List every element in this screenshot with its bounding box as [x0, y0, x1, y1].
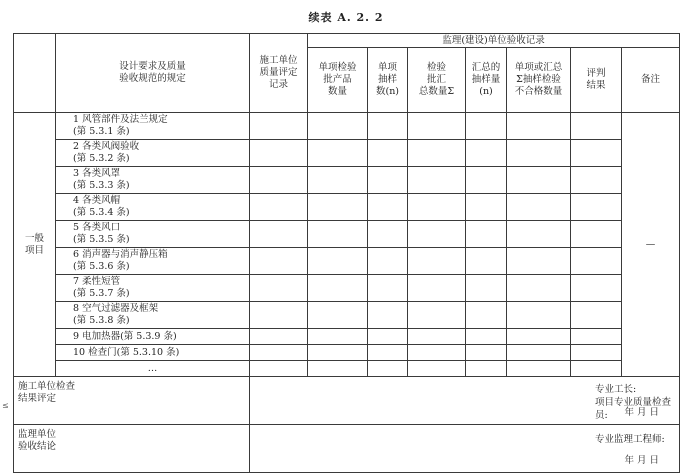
- record-cell[interactable]: [368, 194, 408, 221]
- record-cell[interactable]: [368, 302, 408, 329]
- section-label-general-items: 一般 项目: [14, 113, 56, 377]
- item-requirement: [56, 345, 250, 361]
- item-title: 2 各类风阀验收: [73, 141, 140, 152]
- table-row: [14, 113, 680, 140]
- record-cell[interactable]: [308, 167, 368, 194]
- record-cell[interactable]: [571, 221, 622, 248]
- record-cell[interactable]: [466, 329, 507, 345]
- item-title: 6 消声器与消声静压箱: [73, 249, 168, 260]
- record-cell[interactable]: [571, 275, 622, 302]
- record-cell[interactable]: [408, 167, 466, 194]
- table-row: [14, 345, 680, 361]
- record-cell[interactable]: [507, 113, 571, 140]
- record-cell[interactable]: [466, 140, 507, 167]
- table-row: [14, 167, 680, 194]
- item-clause: (第 5.3.5 条): [73, 234, 130, 245]
- record-cell[interactable]: [571, 194, 622, 221]
- record-cell[interactable]: [408, 345, 466, 361]
- item-requirement: [56, 275, 250, 302]
- record-cell[interactable]: [308, 345, 368, 361]
- item-title: 1 风管部件及法兰规定: [73, 114, 168, 125]
- record-cell[interactable]: [571, 361, 622, 377]
- foreman-signature-label: 专业工长:: [595, 384, 637, 395]
- item-title: 8 空气过滤器及框架: [73, 303, 159, 314]
- record-cell[interactable]: [250, 361, 308, 377]
- record-cell[interactable]: [368, 275, 408, 302]
- record-cell[interactable]: [507, 302, 571, 329]
- record-cell[interactable]: [466, 302, 507, 329]
- item-requirement: [56, 361, 250, 377]
- contractor-eval-label: 施工单位检查 结果评定: [14, 377, 250, 425]
- record-cell[interactable]: [571, 329, 622, 345]
- table-row: [14, 221, 680, 248]
- header-supervision-group: 监理(建设)单位验收记录: [308, 34, 680, 48]
- record-cell[interactable]: [408, 194, 466, 221]
- record-cell[interactable]: [308, 361, 368, 377]
- remarks-cell: —: [622, 113, 680, 377]
- record-cell[interactable]: [571, 302, 622, 329]
- record-cell[interactable]: [408, 361, 466, 377]
- record-cell[interactable]: [408, 140, 466, 167]
- record-cell[interactable]: [368, 329, 408, 345]
- item-clause: (第 5.3.6 条): [73, 261, 130, 272]
- record-cell[interactable]: [507, 194, 571, 221]
- header-judgement: 评判 结果: [571, 48, 622, 113]
- record-cell[interactable]: [466, 167, 507, 194]
- record-cell[interactable]: [368, 167, 408, 194]
- table-row: [14, 140, 680, 167]
- header-remarks: 备注: [622, 48, 680, 113]
- item-title: 4 各类风帽: [73, 195, 121, 206]
- record-cell[interactable]: [250, 275, 308, 302]
- item-clause: (第 5.3.7 条): [73, 288, 130, 299]
- item-requirement: [56, 329, 250, 345]
- contractor-eval-box: [250, 377, 680, 425]
- edge-mark: ≤: [2, 401, 9, 410]
- record-cell[interactable]: [466, 361, 507, 377]
- supervision-date: 年 月 日: [624, 455, 660, 466]
- header-single-sample-n: 单项 抽样 数(n): [368, 48, 408, 113]
- item-clause: (第 5.3.2 条): [73, 153, 130, 164]
- record-cell[interactable]: [368, 248, 408, 275]
- record-cell[interactable]: [308, 113, 368, 140]
- item-title: 3 各类风罩: [73, 168, 121, 179]
- record-cell[interactable]: [408, 302, 466, 329]
- record-cell[interactable]: [308, 248, 368, 275]
- record-cell[interactable]: [507, 221, 571, 248]
- record-cell[interactable]: [571, 113, 622, 140]
- record-cell[interactable]: [250, 194, 308, 221]
- item-requirement: [56, 113, 250, 140]
- header-batch-total: 检验 批汇 总数量Σ: [408, 48, 466, 113]
- record-cell[interactable]: [507, 345, 571, 361]
- record-cell[interactable]: [308, 275, 368, 302]
- record-cell[interactable]: [368, 345, 408, 361]
- item-title: …: [147, 362, 158, 374]
- item-clause: (第 5.3.1 条): [73, 126, 130, 137]
- table-row: [14, 275, 680, 302]
- header-unqualified: 单项或汇总 Σ抽样检验 不合格数量: [507, 48, 571, 113]
- record-cell[interactable]: [571, 140, 622, 167]
- record-cell[interactable]: [250, 302, 308, 329]
- item-title: 9 电加热器(第 5.3.9 条): [73, 330, 177, 342]
- record-cell[interactable]: [308, 140, 368, 167]
- supervisor-signature-label: 专业监理工程师:: [595, 434, 665, 445]
- record-cell[interactable]: [250, 329, 308, 345]
- record-cell[interactable]: [368, 221, 408, 248]
- record-cell[interactable]: [308, 194, 368, 221]
- record-cell[interactable]: [507, 329, 571, 345]
- item-requirement: [56, 194, 250, 221]
- record-cell[interactable]: [368, 140, 408, 167]
- record-cell[interactable]: [507, 361, 571, 377]
- record-cell[interactable]: [466, 345, 507, 361]
- record-cell[interactable]: [308, 329, 368, 345]
- record-cell[interactable]: [308, 221, 368, 248]
- item-title: 7 柔性短管: [73, 276, 121, 287]
- record-cell[interactable]: [250, 113, 308, 140]
- table-row: [14, 194, 680, 221]
- item-title: 5 各类风口: [73, 222, 121, 233]
- item-clause: (第 5.3.4 条): [73, 207, 130, 218]
- header-requirement: 设计要求及质量 验收规范的规定: [56, 34, 250, 113]
- table-row: [14, 329, 680, 345]
- record-cell[interactable]: [250, 167, 308, 194]
- record-cell[interactable]: [571, 248, 622, 275]
- header-contractor-record: 施工单位 质量评定 记录: [250, 34, 308, 113]
- record-cell[interactable]: [250, 221, 308, 248]
- record-cell[interactable]: [368, 113, 408, 140]
- page-title: 续表 A. 2. 2: [308, 11, 384, 24]
- item-requirement: [56, 248, 250, 275]
- record-cell[interactable]: [408, 248, 466, 275]
- acceptance-form-table: [13, 33, 680, 473]
- item-title: 10 检查门(第 5.3.10 条): [73, 346, 180, 358]
- quality-inspector-signature-label: 项目专业质量检查员:: [595, 397, 672, 421]
- record-cell[interactable]: [408, 329, 466, 345]
- table-row: [14, 302, 680, 329]
- record-cell[interactable]: [507, 275, 571, 302]
- record-cell[interactable]: [408, 221, 466, 248]
- supervision-eval-label: 监理单位 验收结论: [14, 425, 250, 473]
- record-cell[interactable]: [308, 302, 368, 329]
- record-cell[interactable]: [507, 248, 571, 275]
- item-requirement: [56, 167, 250, 194]
- supervision-eval-box: [250, 425, 680, 473]
- record-cell[interactable]: [571, 345, 622, 361]
- record-cell[interactable]: [408, 275, 466, 302]
- record-cell[interactable]: [466, 221, 507, 248]
- item-requirement: [56, 140, 250, 167]
- record-cell[interactable]: [408, 113, 466, 140]
- record-cell[interactable]: [466, 275, 507, 302]
- header-total-sample: 汇总的 抽样量 (n): [466, 48, 507, 113]
- record-cell[interactable]: [368, 361, 408, 377]
- record-cell[interactable]: [507, 167, 571, 194]
- record-cell[interactable]: [466, 248, 507, 275]
- corner-cell: [14, 34, 56, 113]
- record-cell[interactable]: [250, 345, 308, 361]
- table-row: [14, 248, 680, 275]
- contractor-date: 年 月 日: [624, 407, 660, 418]
- item-clause: (第 5.3.3 条): [73, 180, 130, 191]
- header-single-batch-qty: 单项检验 批产品 数量: [308, 48, 368, 113]
- item-requirement: [56, 221, 250, 248]
- record-cell[interactable]: [250, 248, 308, 275]
- item-requirement: [56, 302, 250, 329]
- record-cell[interactable]: [571, 167, 622, 194]
- record-cell[interactable]: [507, 140, 571, 167]
- item-clause: (第 5.3.8 条): [73, 315, 130, 326]
- table-row: [14, 361, 680, 377]
- record-cell[interactable]: [466, 194, 507, 221]
- record-cell[interactable]: [250, 140, 308, 167]
- record-cell[interactable]: [466, 113, 507, 140]
